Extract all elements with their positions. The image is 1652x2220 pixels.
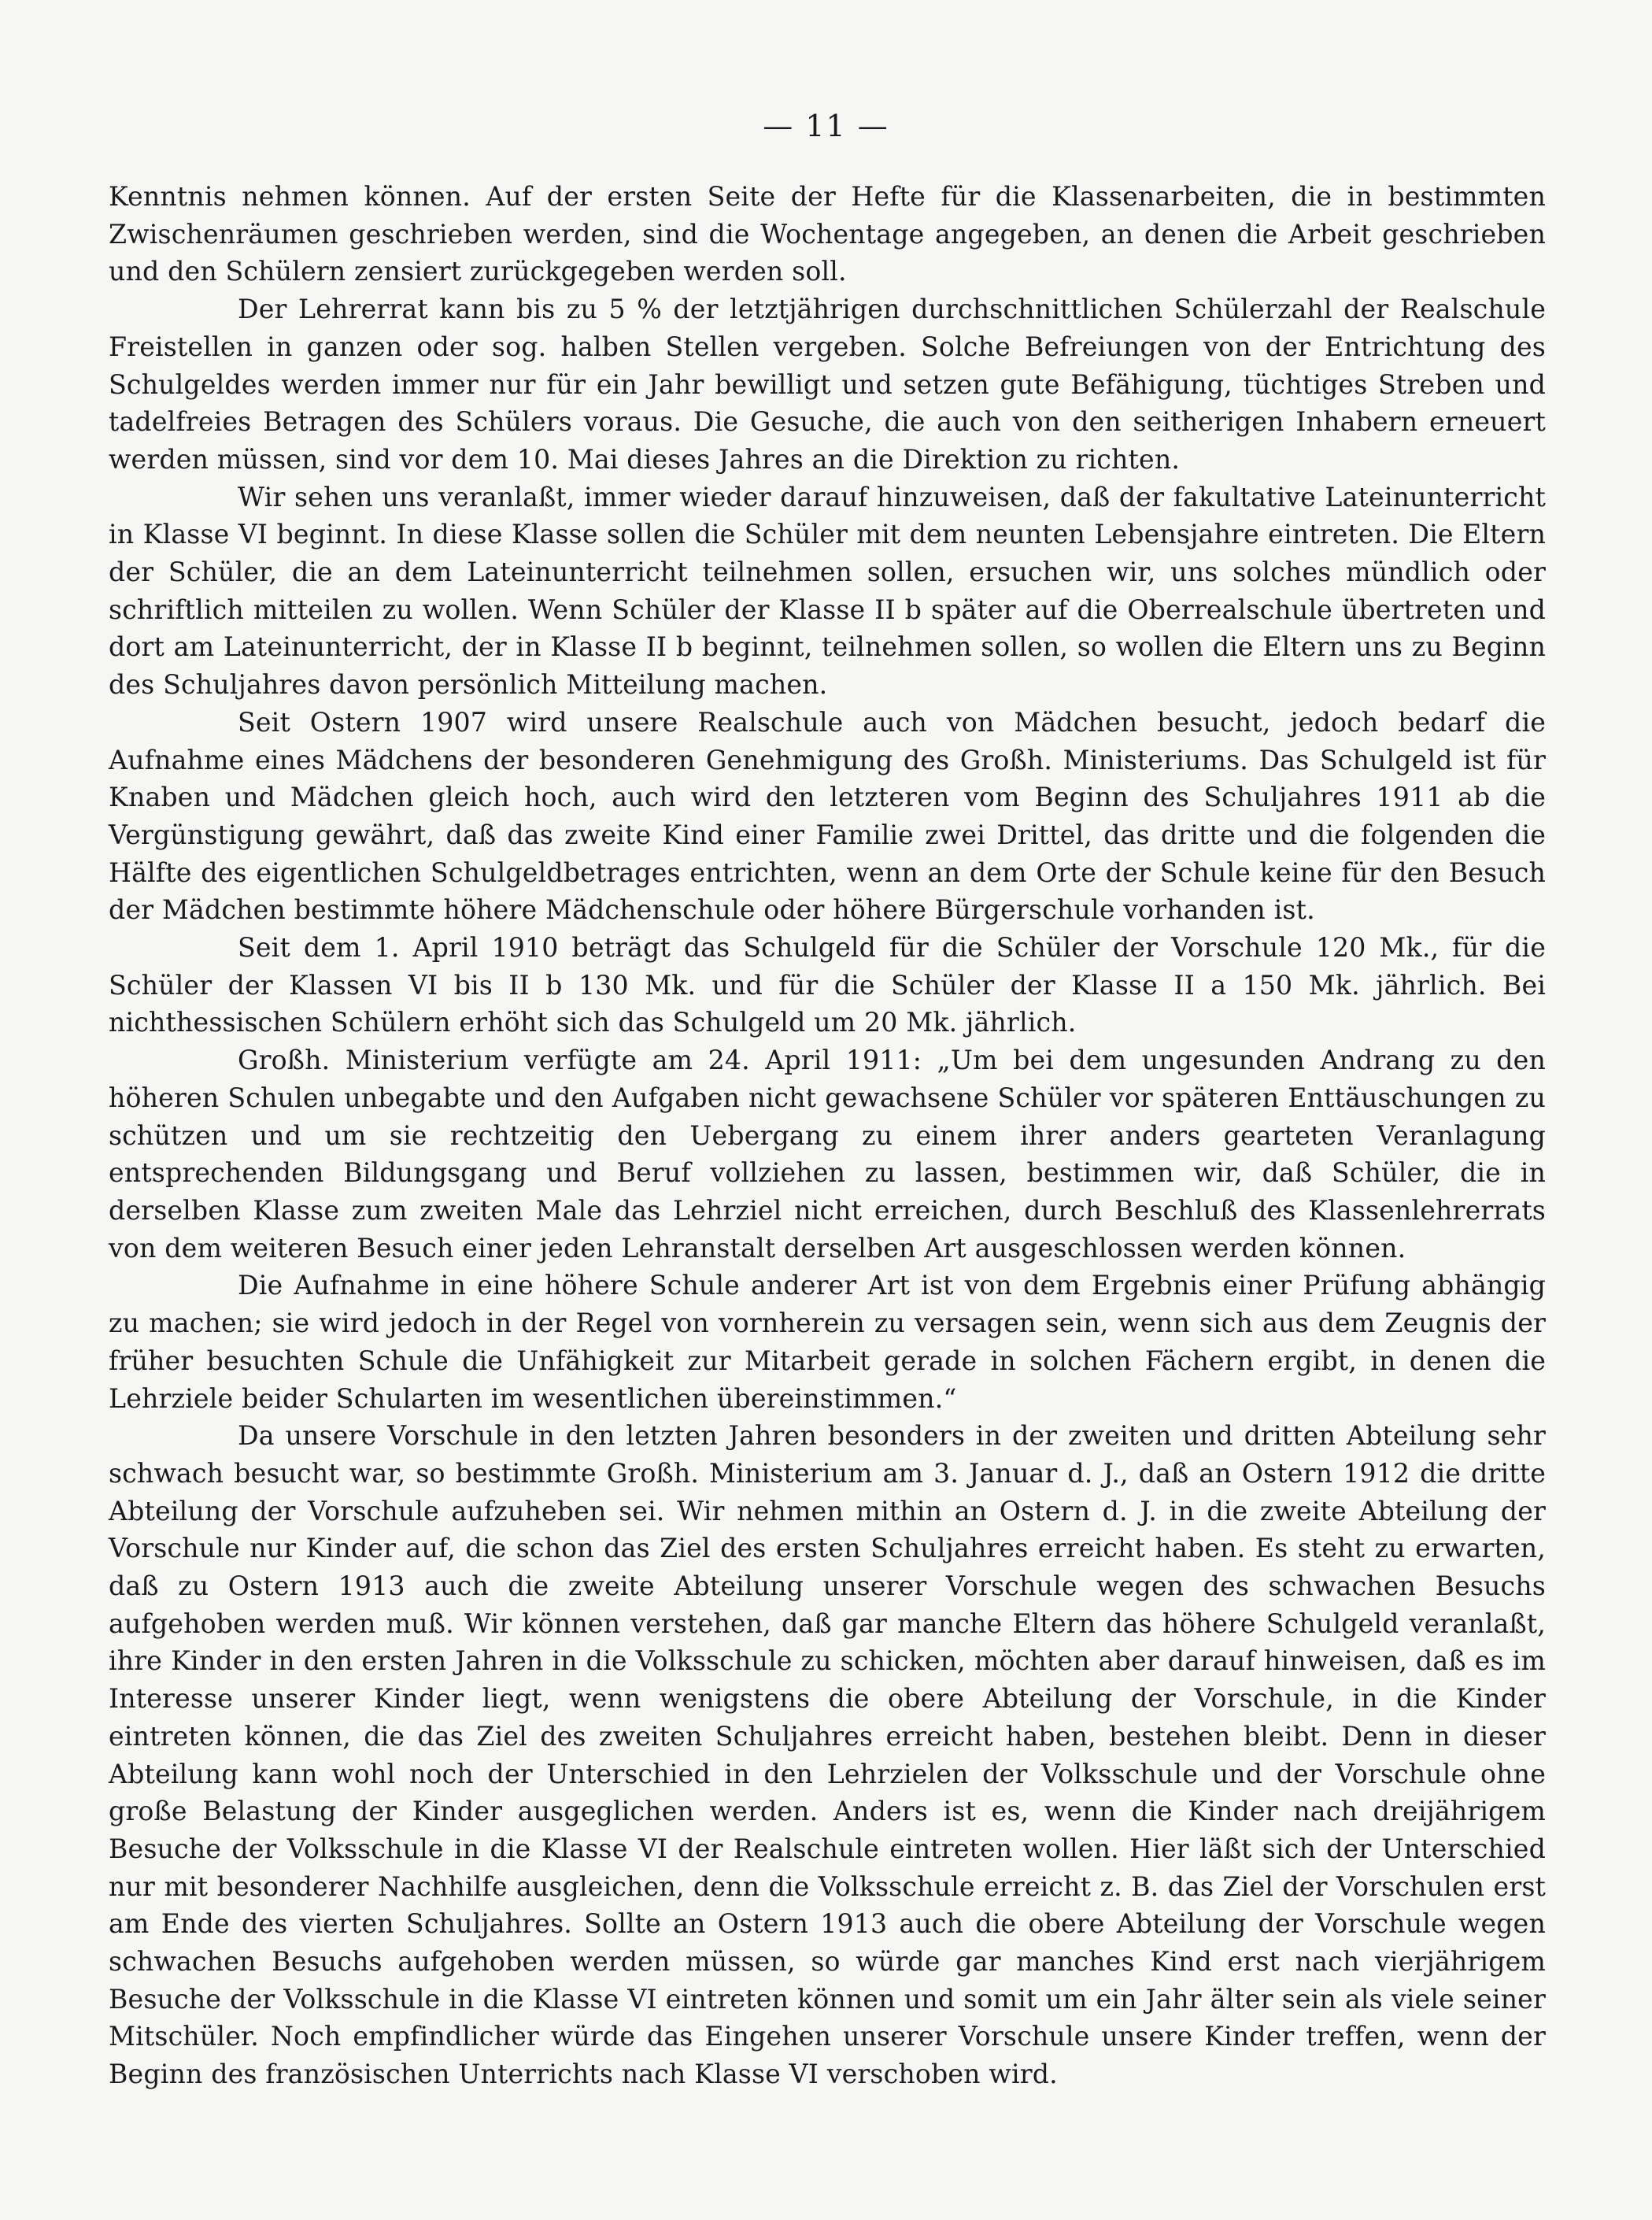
paragraph-3: Wir sehen uns veranlaßt, immer wieder darauf hinzuweisen, daß der fakultative Lateinunterricht in Klasse VI beginnt. In diese Klasse sollen die Schüler mit dem neunten Lebensjahre eintreten. Die Eltern der Schüler, die an dem Lateinunterricht teilnehmen sollen, ersuchen wir, uns solches mündlich oder schriftlich mitteilen zu wollen. Wenn Schüler der Klasse II b später auf die Oberrealschule übertreten und dort am Lateinunterricht, der in Klasse II b beginnt, teilnehmen sollen, so wollen die Eltern uns zu Beginn des Schuljahres davon persönlich Mitteilung machen. (109, 481, 1546, 701)
paragraph-6: Großh. Ministerium verfügte am 24. April 1911: „Um bei dem ungesunden Andrang zu den höheren Schulen unbegabte und den Aufgaben nicht gewachsene Schüler vor späteren Enttäuschungen zu schützen und um sie rechtzeitig den Uebergang zu einem ihrer anders gearteten Veranlagung entsprechenden Bildungsgang und Beruf vollziehen zu lassen, bestimmen wir, daß Schüler, die in derselben Klasse zum zweiten Male das Lehrziel nicht erreichen, durch Beschluß des Klassenlehrerrats von dem weiteren Besuch einer jeden Lehranstalt derselben Art ausgeschlossen werden können. (109, 1045, 1546, 1264)
paragraph-4: Seit Ostern 1907 wird unsere Realschule auch von Mädchen besucht, jedoch bedarf die Aufnahme eines Mädchens der besonderen Genehmigung des Großh. Ministeriums. Das Schulgeld ist für Knaben und Mädchen gleich hoch, auch wird den letzteren vom Beginn des Schuljahres 1911 ab die Vergünstigung gewährt, daß das zweite Kind einer Familie zwei Drittel, das dritte und die folgenden die Hälfte des eigentlichen Schulgeldbetrages entrichten, wenn an dem Orte der Schule keine für den Besuch der Mädchen bestimmte höhere Mädchenschule oder höhere Bürgerschule vorhanden ist. (109, 706, 1546, 926)
paragraph-7: Die Aufnahme in eine höhere Schule anderer Art ist von dem Ergebnis einer Prüfung abhängig zu machen; sie wird jedoch in der Regel von vornherein zu versagen sein, wenn sich aus dem Zeugnis der früher besuchten Schule die Unfähigkeit zur Mitarbeit gerade in solchen Fächern ergibt, in denen die Lehrziele beider Schularten im wesentlichen übereinstimmen.“ (109, 1270, 1546, 1414)
page-number: — 11 — (763, 109, 889, 143)
paragraph-2: Der Lehrerrat kann bis zu 5 % der letztjährigen durchschnittlichen Schülerzahl der Realschule Freistellen in ganzen oder sog. halben Stellen vergeben. Solche Befreiungen von der Entrichtung des Schulgeldes werden immer nur für ein Jahr bewilligt und setzen gute Befähigung, tüchtiges Streben und tadelfreies Betragen des Schülers voraus. Die Gesuche, die auch von den seitherigen Inhabern erneuert werden müssen, sind vor dem 10. Mai dieses Jahres an die Direktion zu richten. (109, 294, 1546, 475)
paragraph-8: Da unsere Vorschule in den letzten Jahren besonders in der zweiten und dritten Abteilung sehr schwach besucht war, so bestimmte Großh. Ministerium am 3. Januar d. J., daß an Ostern 1912 die dritte Abteilung der Vorschule aufzuheben sei. Wir nehmen mithin an Ostern d. J. in die zweite Abteilung der Vorschule nur Kinder auf, die schon das Ziel des ersten Schuljahres erreicht haben. Es steht zu erwarten, daß zu Ostern 1913 auch die zweite Abteilung unserer Vorschule wegen des schwachen Besuchs aufgehoben werden muß. Wir können verstehen, daß gar manche Eltern das höhere Schulgeld veranlaßt, ihre Kinder in den ersten Jahren in die Volksschule zu schicken, möchten aber darauf hinweisen, daß es im Interesse unserer Kinder liegt, wenn wenigstens die obere Abteilung der Vorschule, in die Kinder eintreten können, die das Ziel des zweiten Schuljahres erreicht haben, bestehen bleibt. Denn in dieser Abteilung kann wohl noch der Unterschied in den Lehrzielen der Volksschule und der Vorschule ohne große Belastung der Kinder ausgeglichen werden. Anders ist es, wenn die Kinder nach dreijährigem Besuche der Volksschule in die Klasse VI der Realschule eintreten wollen. Hier läßt sich der Unterschied nur mit besonderer Nachhilfe ausgleichen, denn die Volksschule erreicht z. B. das Ziel der Vorschulen erst am Ende des vierten Schuljahres. Sollte an Ostern 1913 auch die obere Abteilung der Vorschule wegen schwachen Besuchs aufgehoben werden müssen, so würde gar manches Kind erst nach vierjährigem Besuche der Volksschule in die Klasse VI eintreten können und somit um ein Jahr älter sein als viele seiner Mitschüler. Noch empfindlicher würde das Eingehen unserer Vorschule unsere Kinder treffen, wenn der Beginn des französischen Unterrichts nach Klasse VI verschoben wird. (109, 1420, 1546, 2090)
body-text (109, 178, 1546, 2093)
paragraph-1: Kenntnis nehmen können. Auf der ersten Seite der Hefte für die Klassenarbeiten, die in bestimmten Zwischenräumen geschrieben werden, sind die Wochentage angegeben, an denen die Arbeit geschrieben und den Schülern zensiert zurückgegeben werden soll. (109, 181, 1546, 287)
paragraph-5: Seit dem 1. April 1910 beträgt das Schulgeld für die Schüler der Vorschule 120 Mk., für die Schüler der Klassen VI bis II b 130 Mk. und für die Schüler der Klasse II a 150 Mk. jährlich. Bei nichthessischen Schülern erhöht sich das Schulgeld um 20 Mk. jährlich. (109, 932, 1546, 1038)
